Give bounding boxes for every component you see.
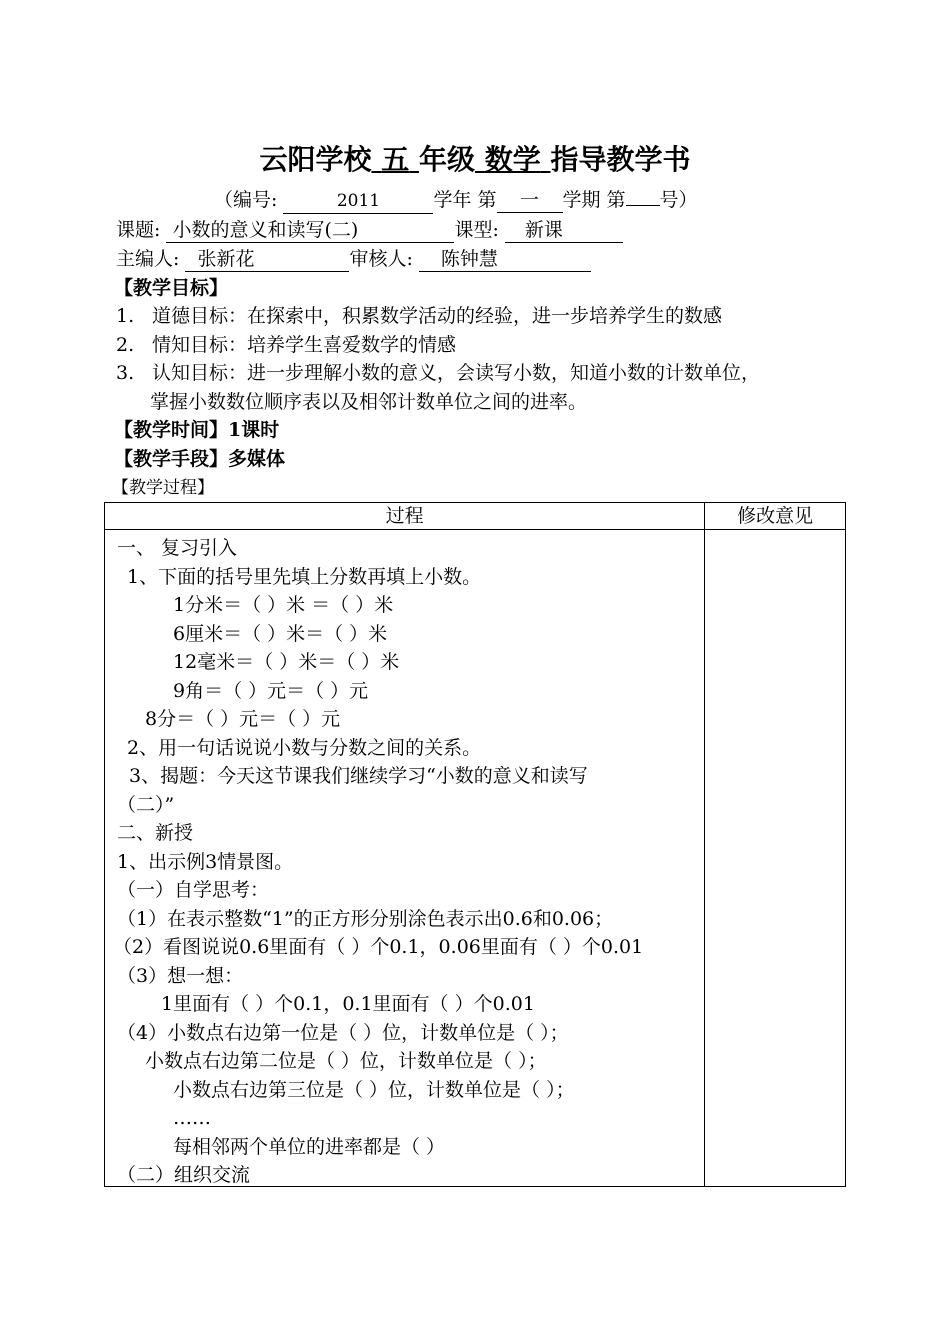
process-line: （1）在表示整数“1”的正方形分别涂色表示出0.6和0.06；: [117, 908, 614, 930]
process-line: 8分＝（ ）元＝（ ）元: [145, 708, 341, 730]
type-field: 新课: [505, 218, 623, 243]
process-line: （二）”: [117, 794, 175, 816]
revision-column-header: 修改意见: [705, 503, 846, 530]
process-line: （二）组织交流: [117, 1164, 251, 1186]
process-line: 小数点右边第二位是（ ）位，计数单位是（ ）；: [145, 1050, 547, 1072]
topic-field: 小数的意义和读写(二): [166, 218, 454, 243]
process-line: 二、新授: [117, 822, 194, 844]
reviewer-label: 审核人:: [349, 248, 413, 270]
goal-item-continuation: 掌握小数数位顺序表以及相邻计数单位之间的进率。: [150, 391, 588, 413]
teaching-time: 【教学时间】1课时: [114, 419, 280, 441]
process-column-header: 过程: [105, 503, 705, 530]
topic-line: [116, 216, 623, 244]
document-title: [0, 140, 950, 180]
process-line: 1分米＝（ ）米 ＝（ ）米: [173, 594, 394, 616]
number-suffix: 号）: [659, 189, 698, 211]
reviewer-field: 陈钟慧: [419, 247, 591, 272]
process-line: （2）看图说说0.6里面有（ ）个0.1，0.06里面有（ ）个0.01: [113, 936, 644, 958]
process-line: （一）自学思考：: [117, 879, 270, 901]
process-line: （4）小数点右边第一位是（ ）位，计数单位是（ ）；: [117, 1022, 569, 1044]
editor-line: [116, 245, 591, 273]
table-header-row: [105, 503, 846, 530]
editor-field: 张新花: [185, 247, 349, 272]
process-line: 一、 复习引入: [117, 537, 238, 559]
grade-value: 五: [381, 143, 410, 176]
process-line: 2、用一句话说说小数与分数之间的关系。: [127, 737, 482, 759]
goal-item: 3. 认知目标：进一步理解小数的意义，会读写小数，知道小数的计数单位，: [116, 362, 761, 384]
table-row: [105, 530, 846, 1187]
number-label: （编号:: [214, 189, 278, 211]
teaching-means: 【教学手段】多媒体: [114, 448, 286, 470]
year-label: 学年 第: [433, 189, 497, 211]
subject-value: 数学: [484, 143, 541, 176]
year-field: 2011: [283, 189, 433, 214]
goal-item: 2. 情知目标：培养学生喜爱数学的情感: [116, 334, 457, 356]
process-line: ……: [173, 1107, 211, 1129]
term-field: 一: [497, 188, 563, 213]
type-label: 课型:: [454, 219, 499, 241]
goals-heading: 【教学目标】: [114, 277, 229, 299]
process-line: 9角＝（ ）元＝（ ）元: [173, 680, 369, 702]
number-line: [214, 186, 698, 214]
process-line: 小数点右边第三位是（ ）位，计数单位是（ ）；: [173, 1079, 575, 1101]
term-label: 学期 第: [562, 189, 626, 211]
grade-suffix: 年级: [418, 143, 475, 176]
process-line: （3）想一想：: [117, 965, 244, 987]
process-line: 1里面有（ ）个0.1，0.1里面有（ ）个0.01: [161, 993, 535, 1015]
process-line: 3、揭题：今天这节课我们继续学习“小数的意义和读写: [129, 765, 588, 787]
process-line: 6厘米＝（ ）米＝（ ）米: [173, 623, 388, 645]
process-table: [104, 502, 846, 1187]
process-line: 12毫米＝（ ）米＝（ ）米: [173, 651, 400, 673]
doc-name: 指导教学书: [550, 143, 691, 176]
process-heading: 【教学过程】: [112, 478, 214, 498]
process-line: 1、下面的括号里先填上分数再填上小数。: [127, 566, 482, 588]
process-cell: [105, 530, 705, 1187]
revision-cell: [705, 530, 846, 1187]
topic-label: 课题:: [116, 219, 161, 241]
number-field: [626, 205, 660, 206]
editor-label: 主编人:: [116, 248, 180, 270]
school-name: 云阳学校: [259, 143, 372, 176]
process-line: 1、出示例3情景图。: [117, 851, 294, 873]
process-line: 每相邻两个单位的进率都是（ ）: [173, 1136, 446, 1158]
goal-item: 1. 道德目标：在探索中，积累数学活动的经验，进一步培养学生的数感: [116, 305, 723, 327]
